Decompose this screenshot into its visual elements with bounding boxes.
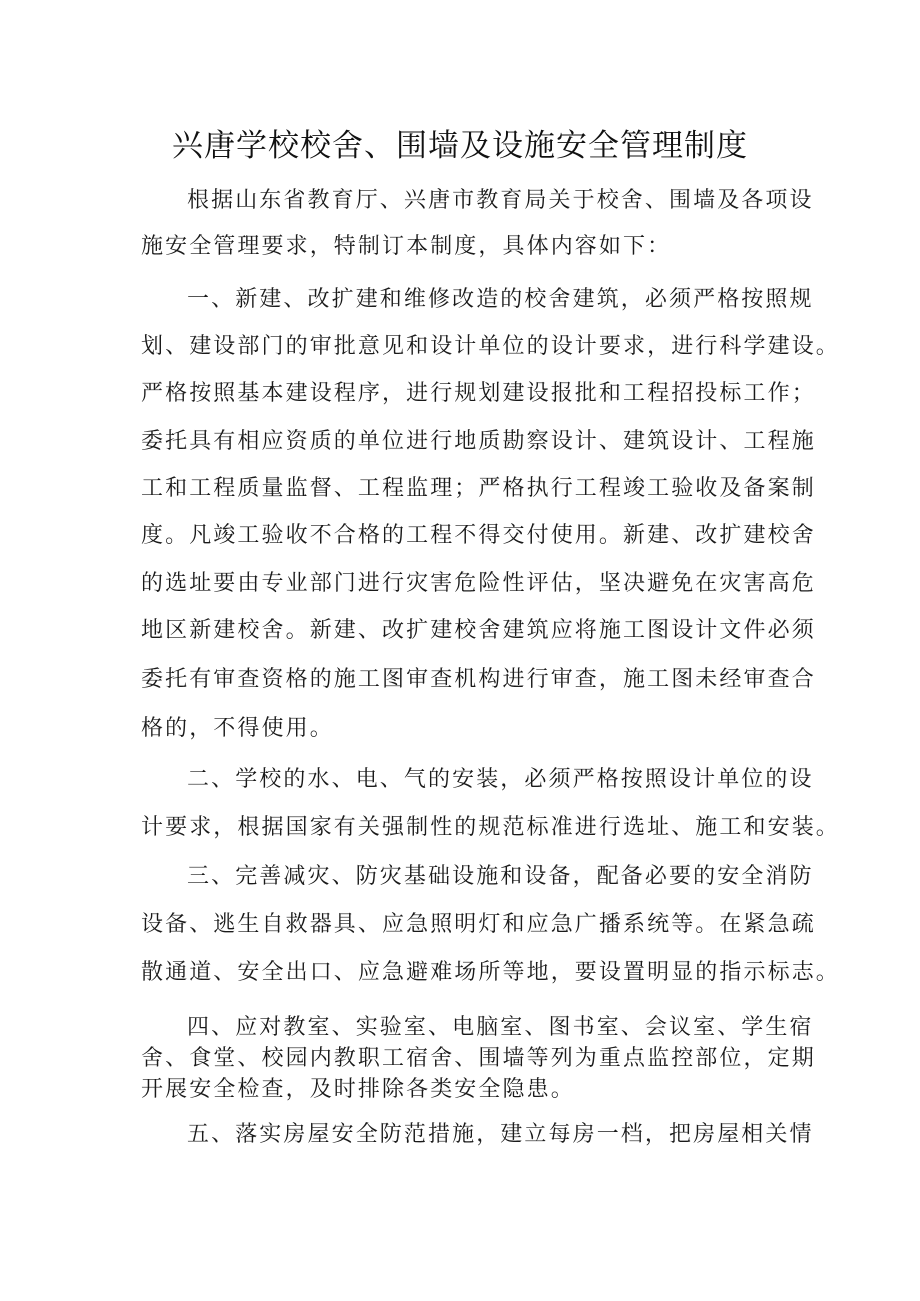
paragraph-1-line-2: 划、建设部门的审批意见和设计单位的设计要求，进行科学建设。 [141,334,840,359]
paragraph-1-line-10: 格的，不得使用。 [141,716,334,741]
document-title: 兴唐学校校舍、围墙及设施安全管理制度 [172,128,748,164]
paragraph-3-line-2: 设备、逃生自救器具、应急照明灯和应急广播系统等。在紧急疏 [141,912,816,937]
paragraph-1-line-3: 严格按照基本建设程序，进行规划建设报批和工程招投标工作； [141,381,816,406]
paragraph-1-line-4: 委托具有相应资质的单位进行地质勘察设计、建筑设计、工程施 [141,429,816,454]
paragraph-1-line-6: 度。凡竣工验收不合格的工程不得交付使用。新建、改扩建校舍 [141,523,816,548]
paragraph-1-line-9: 委托有审查资格的施工图审查机构进行审查，施工图未经审查合 [141,667,816,692]
paragraph-intro-line-2: 施安全管理要求，特制订本制度，具体内容如下： [141,234,672,259]
paragraph-1-line-5: 工和工程质量监督、工程监理；严格执行工程竣工验收及备案制 [141,476,816,501]
paragraph-1-line-7: 的选址要由专业部门进行灾害危险性评估，坚决避免在灾害高危 [141,571,816,596]
paragraph-4-line-1: 四、应对教室、实验室、电脑室、图书室、会议室、学生宿 [187,1015,814,1040]
paragraph-4-line-2: 舍、食堂、校园内教职工宿舍、围墙等列为重点监控部位，定期 [141,1046,816,1071]
paragraph-3-line-1: 三、完善减灾、防灾基础设施和设备，配备必要的安全消防 [187,864,814,889]
paragraph-4-line-3: 开展安全检查，及时排除各类安全隐患。 [141,1077,575,1102]
paragraph-2-line-2: 计要求，根据国家有关强制性的规范标准进行选址、施工和安装。 [141,815,840,840]
paragraph-1-line-1: 一、新建、改扩建和维修改造的校舍建筑，必须严格按照规 [187,287,814,312]
paragraph-2-line-1: 二、学校的水、电、气的安装，必须严格按照设计单位的设 [187,767,814,792]
paragraph-5-line-1: 五、落实房屋安全防范措施，建立每房一档，把房屋相关情 [187,1122,814,1147]
paragraph-intro-line-1: 根据山东省教育厅、兴唐市教育局关于校舍、围墙及各项设 [187,188,814,213]
paragraph-3-line-3: 散通道、安全出口、应急避难场所等地，要设置明显的指示标志。 [141,960,840,985]
paragraph-1-line-8: 地区新建校舍。新建、改扩建校舍建筑应将施工图设计文件必须 [141,618,816,643]
